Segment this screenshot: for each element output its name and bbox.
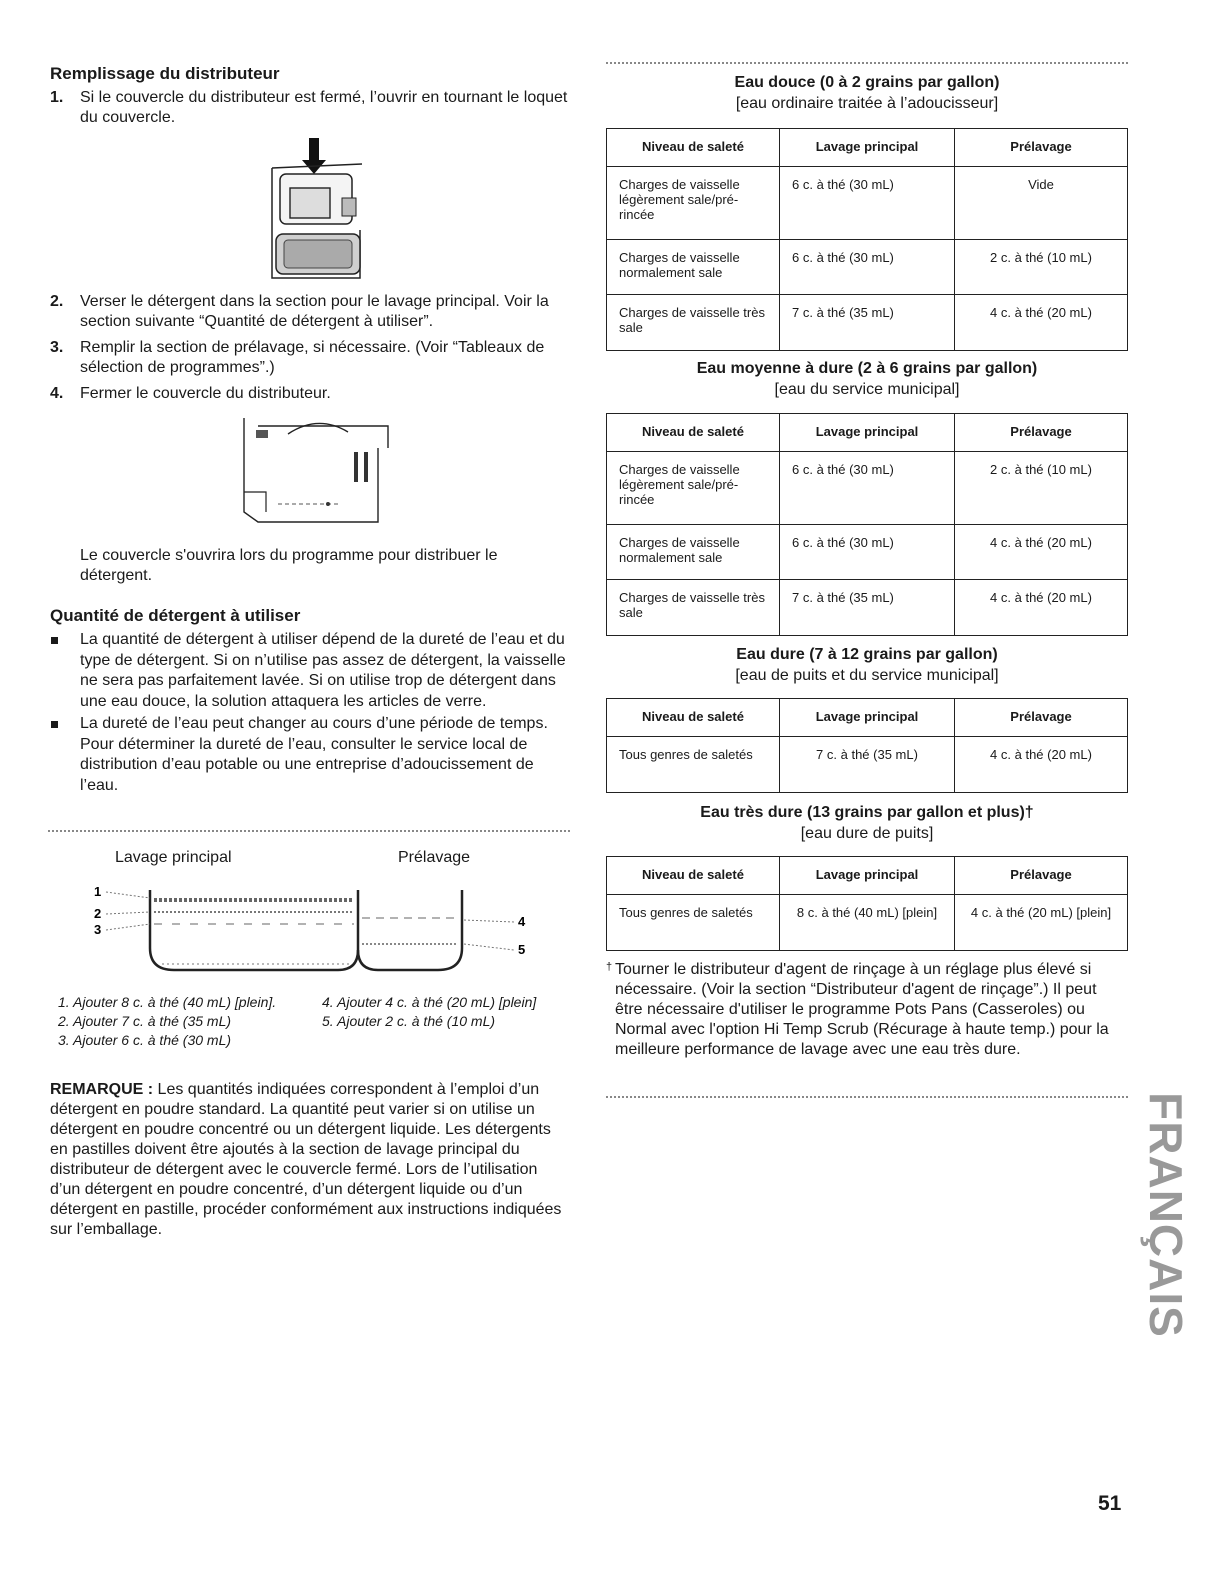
column-header: Niveau de saleté: [607, 857, 780, 895]
table-subtitle: [eau de puits et du service municipal]: [735, 667, 999, 684]
column-header: Niveau de saleté: [607, 414, 780, 452]
step-item: 4. Fermer le couvercle du distributeur.: [50, 385, 331, 402]
table-cell: Charges de vaisselle très sale: [607, 580, 780, 636]
table-cell: 6 c. à thé (30 mL): [780, 452, 955, 525]
table-cell: Charges de vaisselle normalement sale: [607, 525, 780, 580]
table-header-row: [607, 857, 1128, 895]
step-text: Remplir la section de prélavage, si nécessaire. (Voir “Tableaux de sélection de programmes”.): [80, 339, 545, 376]
table-cell: Charges de vaisselle légèrement sale/pré-rincée: [607, 452, 780, 525]
marker-label: 5: [518, 942, 526, 957]
column-header: Prélavage: [955, 699, 1128, 737]
marker-label: 4: [518, 914, 526, 929]
table-title: Eau dure (7 à 12 grains par gallon): [736, 646, 998, 663]
page-number: 51: [1098, 1492, 1122, 1515]
table-row: [607, 295, 1128, 351]
step-list-1: [50, 88, 570, 128]
lid-note: Le couvercle s'ouvrira lors du programme pour distribuer le détergent.: [80, 547, 498, 584]
table-row: [607, 737, 1128, 793]
table-cell: 6 c. à thé (30 mL): [780, 525, 955, 580]
table-cell: 6 c. à thé (30 mL): [780, 240, 955, 295]
hardness-table-very-hard: [606, 856, 1128, 951]
marker-label: 1: [94, 884, 102, 899]
table-cell: 4 c. à thé (20 mL): [955, 525, 1128, 580]
table-cell: 2 c. à thé (10 mL): [955, 240, 1128, 295]
table-header-row: [607, 129, 1128, 167]
column-header: Niveau de saleté: [607, 699, 780, 737]
caption-line: 4. Ajouter 4 c. à thé (20 mL) [plein]: [322, 994, 537, 1010]
table-title: Eau moyenne à dure (2 à 6 grains par gallon): [696, 360, 1038, 377]
table-cell: 4 c. à thé (20 mL) [plein]: [955, 895, 1128, 951]
table-cell: 4 c. à thé (20 mL): [955, 580, 1128, 636]
dispenser-closed-illustration: [238, 412, 398, 524]
bullet-text: La dureté de l’eau peut changer au cours d’une période de temps. Pour déterminer la dureté de l’eau, consulter le service local de distribution d’eau potable ou une entreprise d’adoucissement de l’eau.: [80, 715, 548, 794]
footnote-text: Tourner le distributeur d'agent de rinçage à un réglage plus élevé si nécessaire. (Voir la section “Distributeur d'agent de rinçage”.) Il peut être nécessaire d'utiliser le programme Pots Pans (Casseroles) ou Normal avec l'option Hi Temp Scrub (Récurage à haute temp.) pour la meilleure performance de lavage avec une eau très dure.: [615, 961, 1109, 1058]
table-cell: 7 c. à thé (35 mL): [780, 295, 955, 351]
hardness-table-hard: [606, 698, 1128, 793]
table-header-row: [607, 699, 1128, 737]
step-item: 1. Si le couvercle du distributeur est fermé, l’ouvrir en tournant le loquet du couvercle.: [50, 88, 570, 128]
fill-heading: Remplissage du distributeur: [50, 64, 280, 83]
marker-label: 3: [94, 922, 102, 937]
caption-line: 1. Ajouter 8 c. à thé (40 mL) [plein].: [58, 994, 277, 1010]
table-row: [607, 167, 1128, 240]
table-row: [607, 452, 1128, 525]
table-cell: 7 c. à thé (35 mL): [780, 737, 955, 793]
remark-paragraph: [50, 1080, 570, 1240]
table-cell: Tous genres de saletés: [607, 895, 780, 951]
hardness-table-soft: [606, 128, 1128, 351]
caption-left: [58, 994, 308, 1049]
caption-line: 5. Ajouter 2 c. à thé (10 mL): [322, 1013, 496, 1029]
remark-label: REMARQUE :: [50, 1081, 154, 1098]
table-title: Eau très dure (13 grains par gallon et plus)†: [700, 804, 1034, 821]
column-header: Prélavage: [955, 857, 1128, 895]
divider: [606, 62, 1128, 64]
table-cell: 2 c. à thé (10 mL): [955, 452, 1128, 525]
table-subtitle: [eau du service municipal]: [774, 381, 960, 398]
step-text: Si le couvercle du distributeur est fermé, l’ouvrir en tournant le loquet du couvercle.: [80, 89, 568, 126]
table-title: Eau douce (0 à 2 grains par gallon): [734, 74, 1000, 91]
table-subtitle: [eau dure de puits]: [800, 825, 934, 842]
marker-label: 2: [94, 906, 102, 921]
table-cell: 8 c. à thé (40 mL) [plein]: [780, 895, 955, 951]
step-text: Fermer le couvercle du distributeur.: [80, 385, 331, 402]
bullet-icon: [51, 637, 58, 644]
remark-text: Les quantités indiquées correspondent à l’emploi d’un détergent en poudre standard. La quantité peut varier si on utilise un détergent en poudre concentré ou un détergent liquide. Les détergents en pastilles doivent être ajoutés à la section de lavage principal du distributeur de détergent avec le couvercle fermé. Lors de l’utilisation d’un détergent en poudre concentré, d’un détergent liquide ou d’un détergent en pastille, procéder conformément aux instructions indiquées sur l’emballage.: [50, 1081, 562, 1238]
divider: [606, 1096, 1128, 1098]
table-cell: 4 c. à thé (20 mL): [955, 737, 1128, 793]
column-header: Prélavage: [955, 129, 1128, 167]
column-header: Prélavage: [955, 414, 1128, 452]
table-cell: Charges de vaisselle normalement sale: [607, 240, 780, 295]
table-row: [607, 580, 1128, 636]
column-header: Lavage principal: [780, 699, 955, 737]
step-list-2: [50, 292, 570, 404]
table-cell: 6 c. à thé (30 mL): [780, 167, 955, 240]
dispenser-open-illustration: [262, 138, 372, 288]
caption-line: 2. Ajouter 7 c. à thé (35 mL): [58, 1013, 232, 1029]
column-header: Lavage principal: [780, 857, 955, 895]
table-row: [607, 525, 1128, 580]
side-tab-label: FRANÇAIS: [1140, 1092, 1192, 1338]
caption-line: 3. Ajouter 6 c. à thé (30 mL): [58, 1032, 232, 1048]
footnote: [606, 960, 1118, 1060]
table-header-row: [607, 414, 1128, 452]
list-item: [50, 630, 570, 712]
detergent-cup-diagram: [88, 878, 548, 986]
footnote-mark: †: [606, 961, 613, 973]
qty-heading: Quantité de détergent à utiliser: [50, 606, 301, 625]
step-item: 3. Remplir la section de prélavage, si nécessaire. (Voir “Tableaux de sélection de programmes”.): [50, 338, 570, 378]
table-subtitle: [eau ordinaire traitée à l’adoucisseur]: [735, 95, 999, 112]
table-cell: Vide: [955, 167, 1128, 240]
hardness-table-medium: [606, 413, 1128, 636]
language-side-tab: [1140, 1086, 1192, 1344]
prewash-label: Prélavage: [398, 849, 471, 866]
table-row: [607, 895, 1128, 951]
table-row: [607, 240, 1128, 295]
step-item: 2. Verser le détergent dans la section pour le lavage principal. Voir la section suivante “Quantité de détergent à utiliser”.: [50, 292, 570, 332]
bullet-list: [50, 630, 570, 796]
step-text: Verser le détergent dans la section pour le lavage principal. Voir la section suivante “Quantité de détergent à utiliser”.: [80, 293, 549, 330]
table-cell: Charges de vaisselle très sale: [607, 295, 780, 351]
column-header: Lavage principal: [780, 414, 955, 452]
bullet-icon: [51, 721, 58, 728]
caption-right: [322, 994, 542, 1030]
table-cell: Tous genres de saletés: [607, 737, 780, 793]
table-cell: 4 c. à thé (20 mL): [955, 295, 1128, 351]
column-header: Niveau de saleté: [607, 129, 780, 167]
divider: [48, 830, 570, 832]
main-wash-label: Lavage principal: [115, 849, 232, 866]
table-cell: Charges de vaisselle légèrement sale/pré-rincée: [607, 167, 780, 240]
table-cell: 7 c. à thé (35 mL): [780, 580, 955, 636]
list-item: [50, 714, 570, 796]
column-header: Lavage principal: [780, 129, 955, 167]
bullet-text: La quantité de détergent à utiliser dépend de la dureté de l’eau et du type de détergent. Si on n’utilise pas assez de détergent, la vaisselle ne sera pas parfaitement lavée. Si on utilise trop de détergent dans une eau douce, la solution attaquera les articles de verre.: [80, 631, 566, 710]
